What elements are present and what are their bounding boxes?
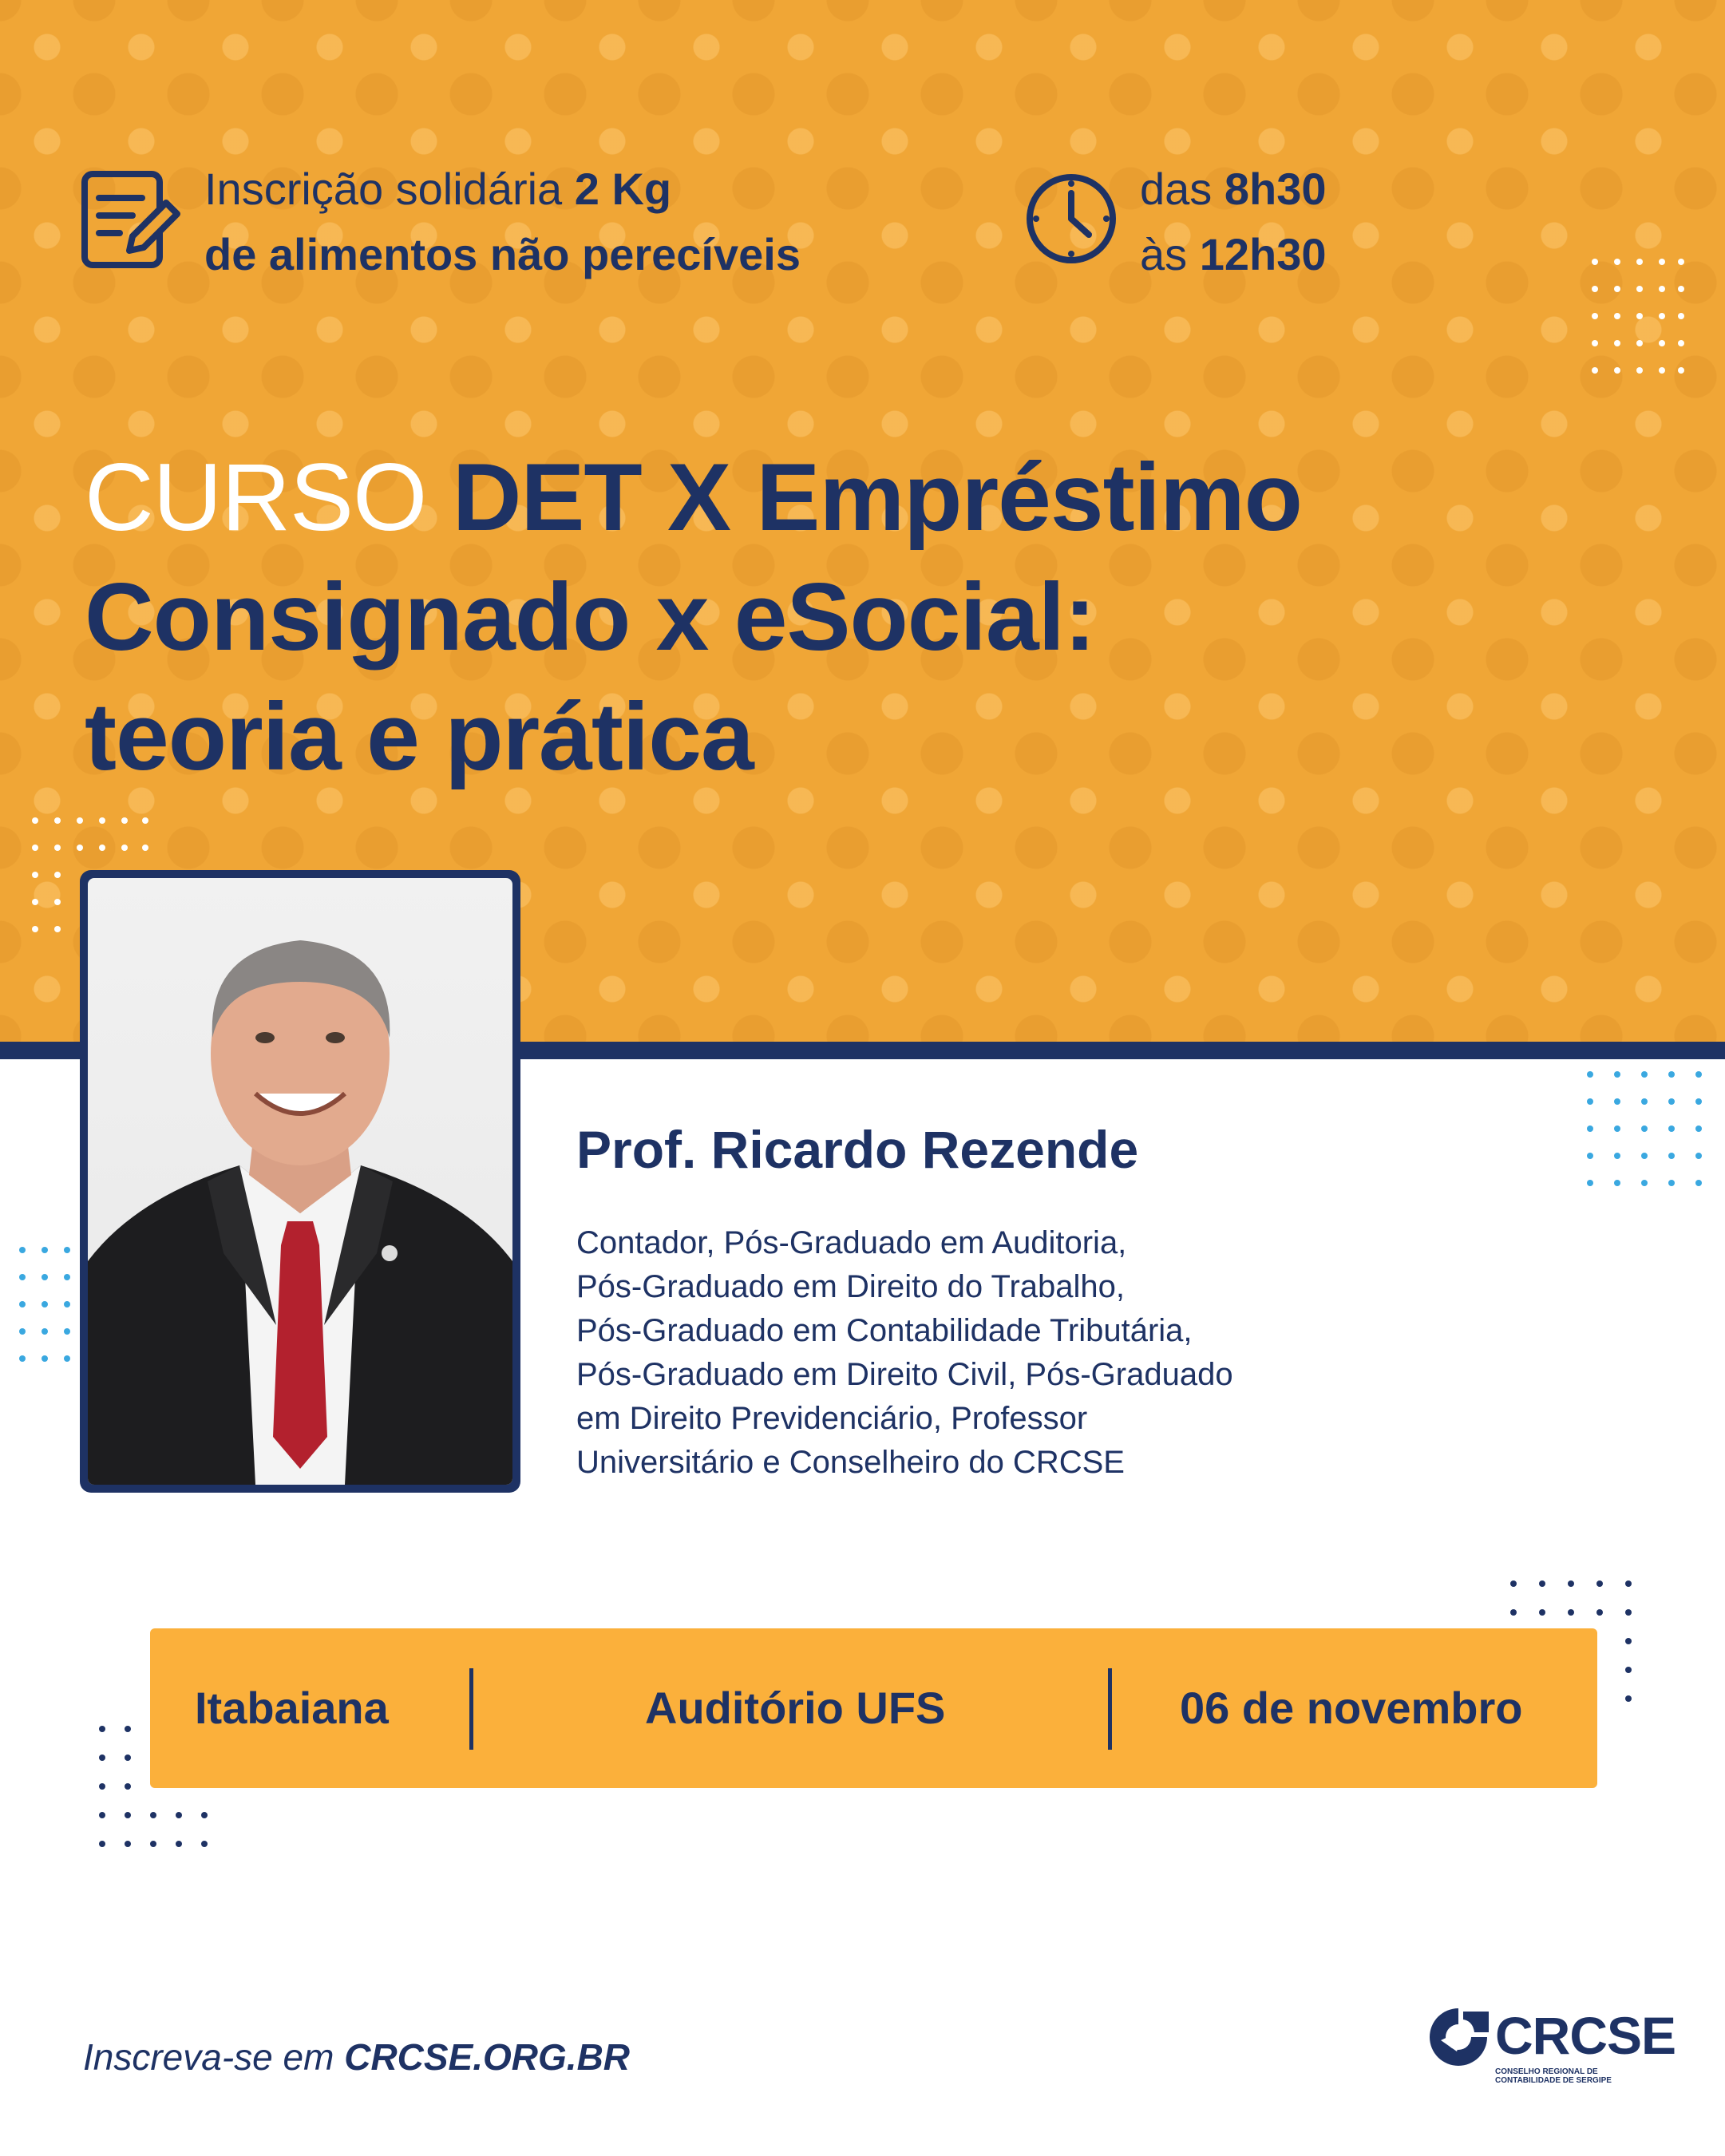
crcse-logo xyxy=(1425,2005,1676,2093)
title-line-1: DET X Empréstimo xyxy=(452,444,1302,551)
decorative-dots-top-right xyxy=(1589,255,1684,380)
speaker-bio-line: Contador, Pós-Graduado em Auditoria, xyxy=(576,1225,1127,1260)
title-line-2: Consignado x eSocial: xyxy=(85,564,1095,671)
info-bar-divider xyxy=(1108,1668,1112,1750)
speaker-photo-frame xyxy=(80,870,520,1493)
decorative-dots-right xyxy=(1585,1070,1703,1191)
signup-url-link[interactable]: CRCSE.ORG.BR xyxy=(344,2036,631,2078)
speaker-name: Prof. Ricardo Rezende xyxy=(576,1120,1139,1179)
signup-cta-text: Inscreva-se em xyxy=(83,2036,345,2078)
speaker-bio-line: Pós-Graduado em Direito Civil, Pós-Graduado xyxy=(576,1357,1233,1392)
speaker-bio-line: Pós-Graduado em Contabilidade Tributária, xyxy=(576,1313,1193,1348)
course-title xyxy=(85,437,1649,797)
event-city: Itabaiana xyxy=(195,1683,389,1733)
title-prefix: CURSO xyxy=(85,444,453,551)
logo-text: CRCSE xyxy=(1495,2006,1676,2065)
event-date: 06 de novembro xyxy=(1180,1683,1523,1733)
signup-cta[interactable] xyxy=(83,2035,630,2079)
decorative-dots-left-lower xyxy=(18,1245,81,1370)
title-line-3: teoria e prática xyxy=(85,683,754,790)
speaker-bio-line: em Direito Previdenciário, Professor xyxy=(576,1401,1088,1436)
clock-icon xyxy=(1023,171,1119,267)
event-venue: Auditório UFS xyxy=(645,1683,946,1733)
logo-subtitle: CONSELHO REGIONAL DE CONTABILIDADE DE SERGIPE xyxy=(1495,2067,1612,2085)
speaker-bio-line: Pós-Graduado em Direito do Trabalho, xyxy=(576,1269,1126,1304)
form-edit-icon xyxy=(80,168,184,271)
registration-info: Inscrição solidária 2 Kg de alimentos não perecíveis xyxy=(204,164,801,279)
schedule-info: das 8h30 às 12h30 xyxy=(1140,164,1327,279)
speaker-bio xyxy=(576,1221,1375,1485)
event-info-bar xyxy=(150,1628,1597,1788)
speaker-photo xyxy=(88,878,512,1485)
crcse-logo-mark-icon xyxy=(1425,2005,1492,2067)
info-bar-divider xyxy=(469,1668,473,1750)
speaker-bio-line: Universitário e Conselheiro do CRCSE xyxy=(576,1445,1125,1480)
